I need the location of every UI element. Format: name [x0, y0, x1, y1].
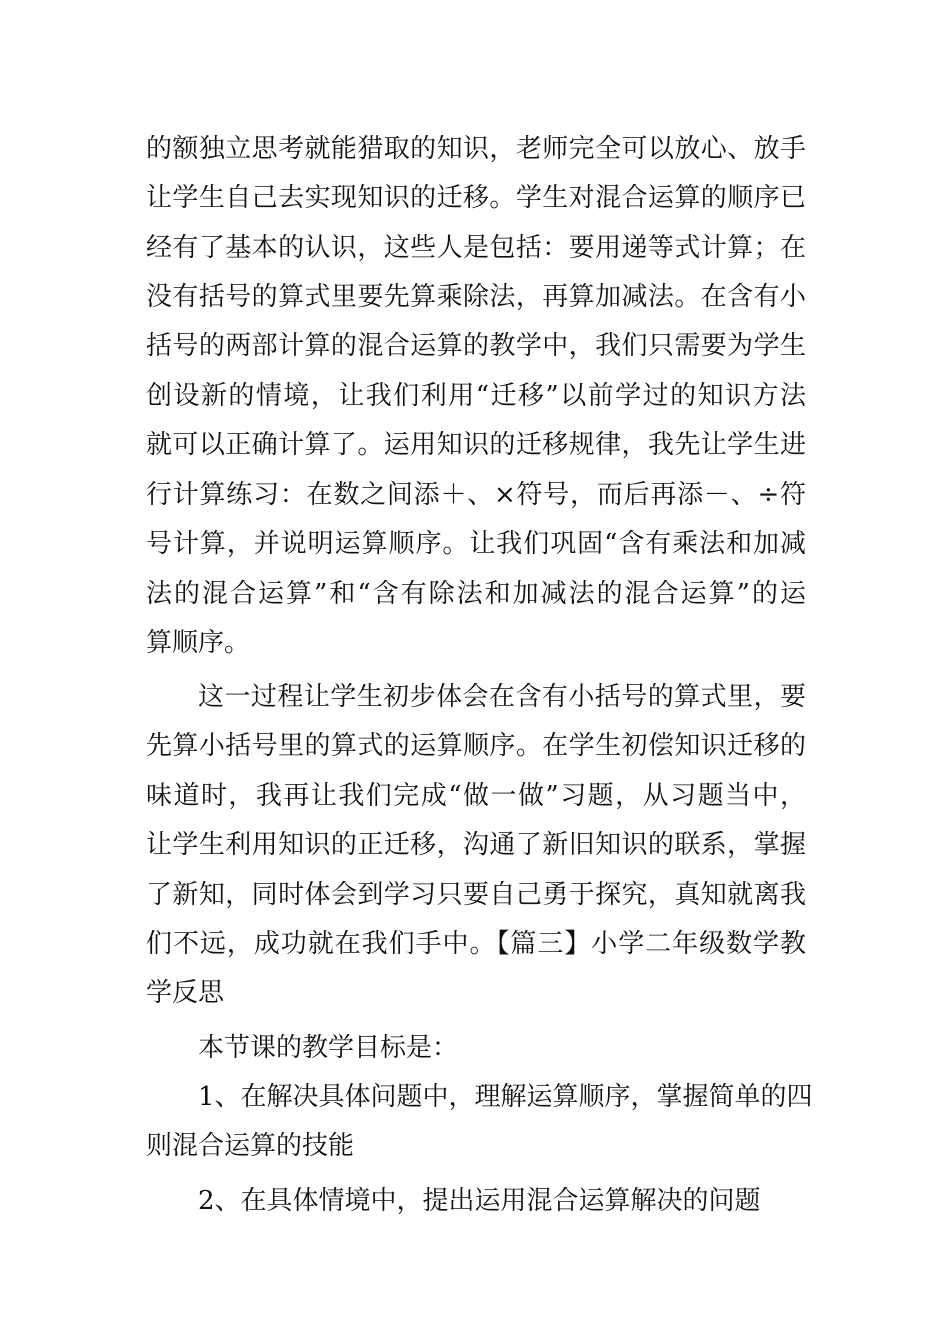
text-line: 先算小括号里的算式的运算顺序。在学生初偿知识迁移的 [146, 731, 806, 761]
text-line: 算顺序。 [146, 628, 251, 658]
text-line: 就可以正确计算了。运用知识的迁移规律，我先让学生进 [146, 430, 806, 460]
text-line: 法的混合运算”和“含有除法和加减法的混合运算”的运 [146, 579, 806, 609]
text-line: 了新知，同时体会到学习只要自己勇于探究，真知就离我 [146, 880, 806, 910]
text-line: 味道时，我再让我们完成“做一做”习题，从习题当中， [146, 781, 806, 811]
text-line: 没有括号的算式里要先算乘除法，再算加减法。在含有小 [146, 282, 806, 312]
list-item-1: 1、在解决具体问题中，理解运算顺序，掌握简单的四 [198, 1082, 813, 1112]
text-line: 号计算，并说明运算顺序。让我们巩固“含有乘法和加减 [146, 529, 806, 559]
text-line: 让学生利用知识的正迁移，沟通了新旧知识的联系，掌握 [146, 830, 806, 860]
text-line: 学反思 [146, 978, 225, 1008]
text-line: 括号的两部计算的混合运算的教学中，我们只需要为学生 [146, 331, 806, 361]
text-line: 经有了基本的认识，这些人是包括：要用递等式计算；在 [146, 233, 806, 263]
section-intro: 本节课的教学目标是： [198, 1033, 459, 1063]
text-line: 让学生自己去实现知识的迁移。学生对混合运算的顺序已 [146, 183, 806, 213]
text-line: 的额独立思考就能猎取的知识，老师完全可以放心、放手 [146, 134, 806, 164]
text-line: 创设新的情境，让我们利用“迁移”以前学过的知识方法 [146, 381, 806, 411]
list-item-2: 2、在具体情境中，提出运用混合运算解决的问题 [198, 1186, 761, 1216]
text-line: 行计算练习：在数之间添＋、×符号，而后再添－、÷符 [146, 480, 806, 510]
list-item-1-continued: 则混合运算的技能 [146, 1131, 355, 1161]
text-line: 们不远，成功就在我们手中。【篇三】小学二年级数学教 [146, 929, 806, 959]
paragraph-first-line: 这一过程让学生初步体会在含有小括号的算式里，要 [198, 682, 806, 712]
